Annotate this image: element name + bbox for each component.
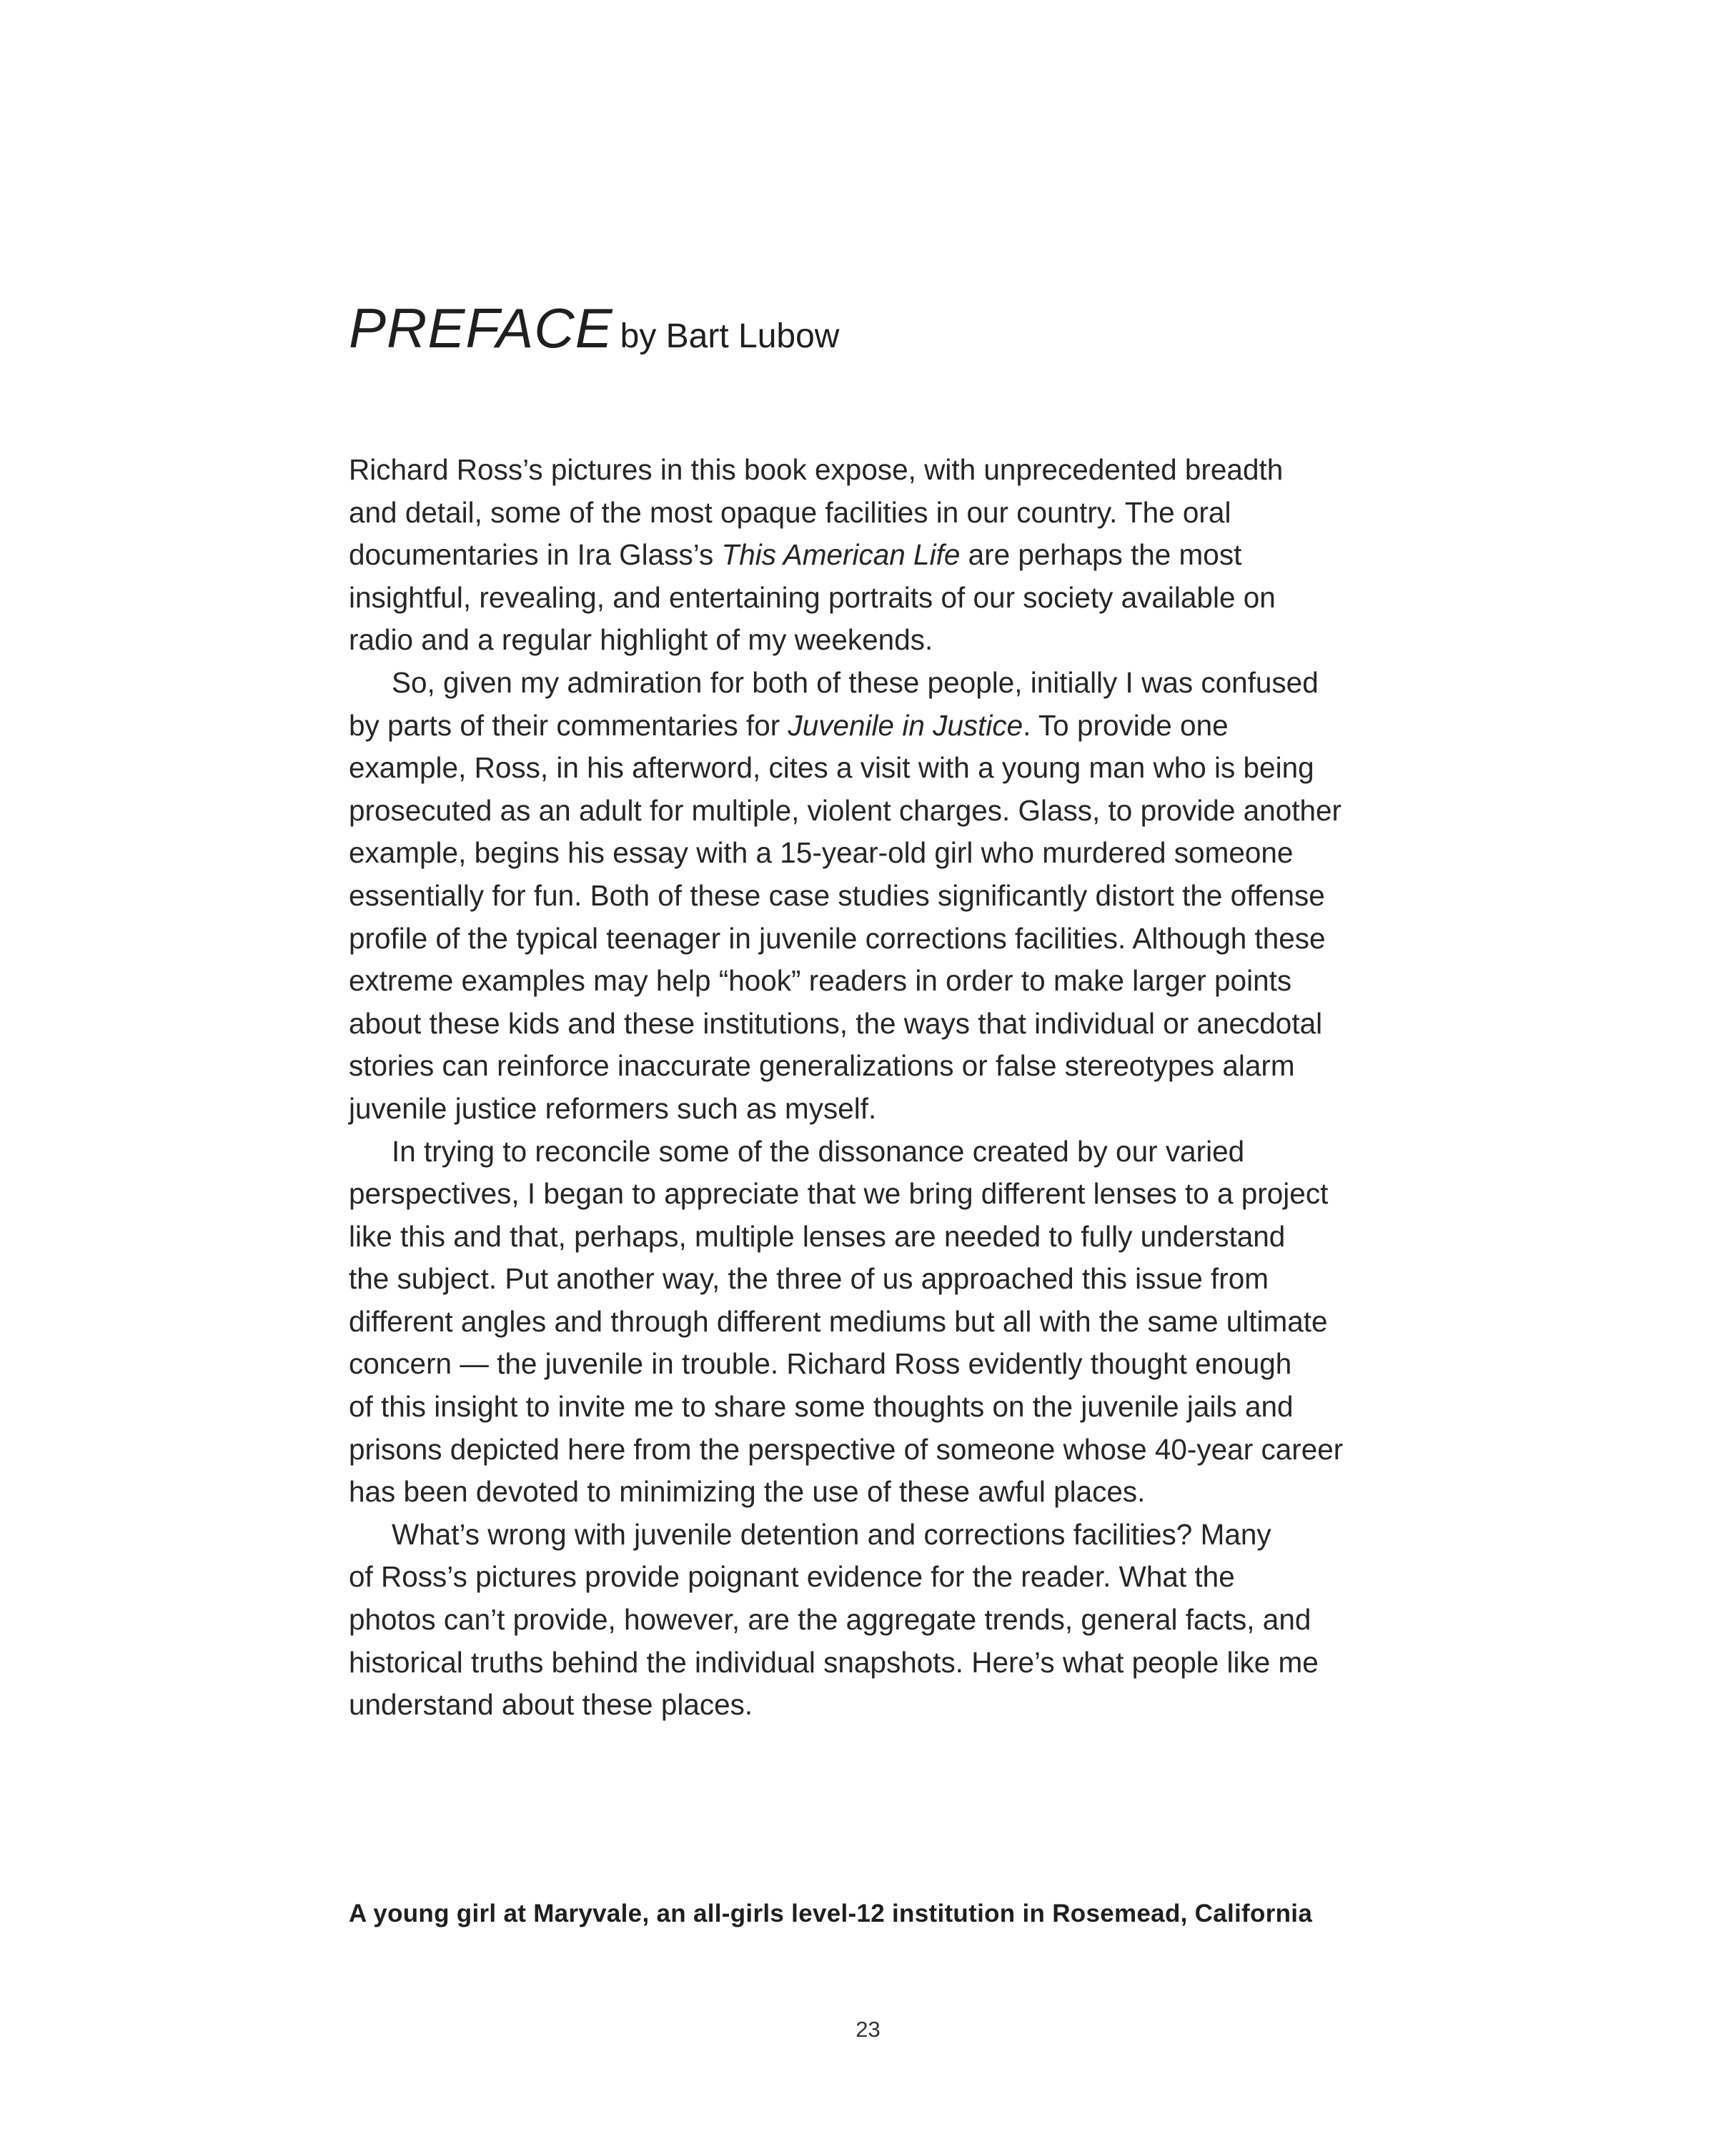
preface-heading [349,297,840,359]
body-line: the subject. Put another way, the three of us approached this issue from [349,1262,1269,1296]
body-line: juvenile justice reformers such as myself. [349,1091,877,1125]
body-line: prosecuted as an adult for multiple, violent charges. Glass, to provide another [349,793,1342,827]
title-this-american-life: This American Life [721,538,961,572]
heading-title: PREFACE [349,297,613,359]
body-line: So, given my admiration for both of these people, initially I was confused [392,665,1319,699]
body-line: example, Ross, in his afterword, cites a visit with a young man who is being [349,751,1314,785]
body-line: perspectives, I began to appreciate that we bring different lenses to a project [349,1177,1329,1211]
body-line: historical truths behind the individual snapshots. Here’s what people like me [349,1645,1319,1679]
body-line: like this and that, perhaps, multiple lenses are needed to fully understand [349,1219,1286,1253]
heading-byline: by Bart Lubow [620,317,840,355]
body-line: has been devoted to minimizing the use of these awful places. [349,1475,1146,1509]
body-line: extreme examples may help “hook” readers in order to make larger points [349,964,1292,998]
body-line: of this insight to invite me to share some thoughts on the juvenile jails and [349,1390,1294,1424]
body-line: insightful, revealing, and entertaining portraits of our society available on [349,580,1276,614]
body-line: photos can’t provide, however, are the aggregate trends, general facts, and [349,1603,1311,1637]
body-line: profile of the typical teenager in juvenile corrections facilities. Although these [349,921,1326,955]
body-line: radio and a regular highlight of my weekends. [349,623,933,657]
preface-body [349,449,1399,1727]
body-line: concern — the juvenile in trouble. Richard Ross evidently thought enough [349,1347,1292,1381]
body-line: stories can reinforce inaccurate generalizations or false stereotypes alarm [349,1049,1295,1083]
body-line: and detail, some of the most opaque facilities in our country. The oral [349,495,1231,529]
body-line: example, begins his essay with a 15-year-old girl who murdered someone [349,836,1294,870]
title-juvenile-in-justice: Juvenile in Justice [788,708,1023,742]
body-line: documentaries in Ira Glass’s This American Life are perhaps the most [349,538,1242,572]
body-line: of Ross’s pictures provide poignant evidence for the reader. What the [349,1560,1235,1594]
photo-caption: A young girl at Maryvale, an all-girls level-12 institution in Rosemead, California [349,1900,1313,1927]
body-line: prisons depicted here from the perspective of someone whose 40-year career [349,1432,1344,1466]
body-line: Richard Ross’s pictures in this book expose, with unprecedented breadth [349,453,1284,486]
body-line: about these kids and these institutions, the ways that individual or anecdotal [349,1006,1323,1040]
body-line: understand about these places. [349,1688,753,1722]
body-line: essentially for fun. Both of these case studies significantly distort the offense [349,878,1325,912]
body-line: different angles and through different mediums but all with the same ultimate [349,1304,1328,1338]
body-line: In trying to reconcile some of the dissonance created by our varied [392,1134,1245,1168]
body-line: What’s wrong with juvenile detention and corrections facilities? Many [392,1517,1271,1551]
body-line: by parts of their commentaries for Juvenile in Justice. To provide one [349,708,1229,742]
page-number: 23 [855,2017,881,2042]
